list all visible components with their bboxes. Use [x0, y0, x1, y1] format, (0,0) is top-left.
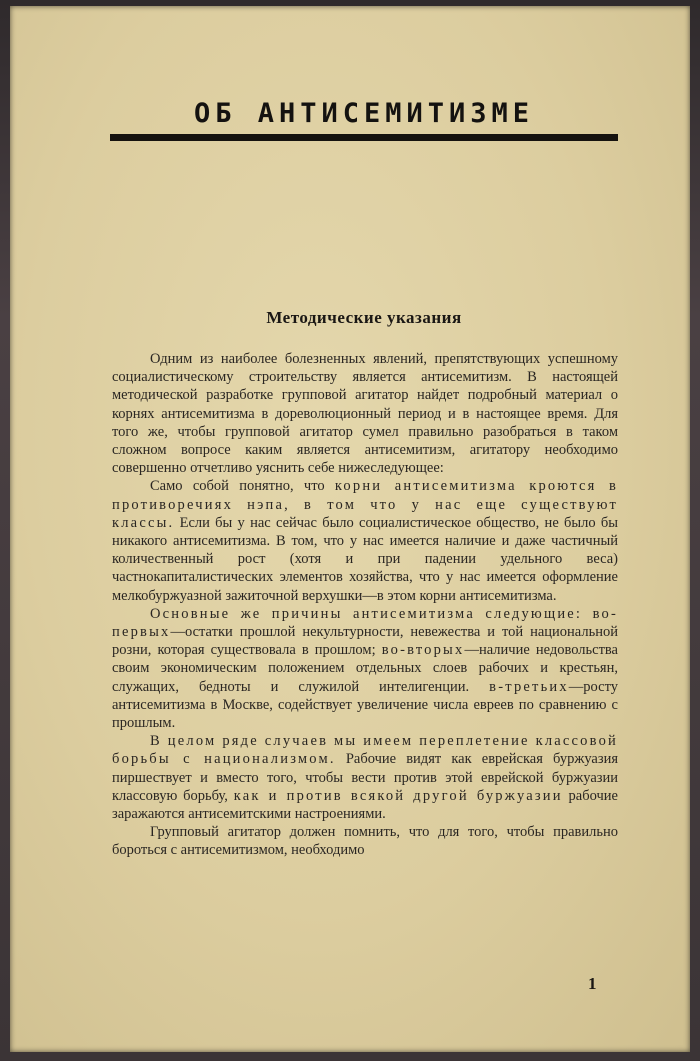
page-title: ОБ АНТИСЕМИТИЗМЕ: [193, 98, 535, 129]
text-run: —остатки прошлой некультурности, невежества и той национальной розни, которая существовала в прошлом;: [112, 624, 618, 659]
text-run: Если бы у нас сейчас было социалистическое общество, не было бы никакого антисемитизма. В том, что у нас имеется наличие и даже частичный количественный рост (хотя и при падении удельного веса) частнокапиталистических элементов хозяйства, что у нас имеется оформление мелкобуржуазной зажиточной верхушки—в этом корни антисемитизма.: [112, 514, 618, 604]
text-run: рабочие заражаются антисемитскими настроениями.: [112, 787, 618, 823]
text-run: Само собой понятно, что: [150, 478, 335, 495]
paragraph: [112, 350, 618, 477]
page-number: 1: [588, 974, 597, 993]
spaced-emphasis: В целом ряде случаев мы имеем переплетение классовой борьбы с национализмом.: [112, 733, 618, 768]
paragraph: [112, 732, 618, 823]
text-run: Рабочие видят как еврейская буржуазия пиршествует и вместо того, чтобы вести против этой еврейской буржуазии классовую борьбу,: [112, 751, 619, 804]
paragraph: [112, 477, 618, 604]
spaced-emphasis: корни антисемитизма кроются в противоречиях нэпа, в том что у нас еще существуют классы.: [112, 478, 618, 531]
document-page: [10, 6, 690, 1052]
body-text: [112, 350, 618, 860]
text-run: —росту антисемитизма в Москве, содействует увеличение числа евреев по сравнению с прошлым.: [112, 678, 618, 732]
paragraph: [112, 823, 618, 859]
spaced-emphasis: в-третьих: [489, 678, 569, 695]
text-run: Одним из наиболее болезненных явлений, препятствующих успешному социалистическому строительству является антисемитизм. В настоящей методической разработке групповой агитатор найдет подробный материал о корнях антисемитизма в дореволюционный период и в настоящее время. Для того же, чтобы групповой агитатор сумел правильно разобраться в таком сложном вопросе каким является антисемитизм, агитатору необходимо совершенно отчетливо уяснить себе нижеследующее:: [112, 351, 618, 477]
spaced-emphasis: во-вторых: [381, 642, 465, 659]
section-heading: Методические указания: [266, 308, 462, 327]
spaced-emphasis: как и против всякой другой буржуазии: [233, 787, 563, 804]
text-run: —наличие недовольства своим экономическим положением отдельных слоев рабочих и крестьян, служащих, бедноты и служилой интелигенции.: [112, 642, 618, 695]
title-underline: [110, 134, 618, 141]
paragraph: [112, 605, 618, 732]
text-run: Групповый агитатор должен помнить, что для того, чтобы правильно бороться с антисемитизмом, необходимо: [112, 824, 618, 859]
spaced-emphasis: Основные же причины антисемитизма следующие: во-первых: [112, 605, 618, 641]
